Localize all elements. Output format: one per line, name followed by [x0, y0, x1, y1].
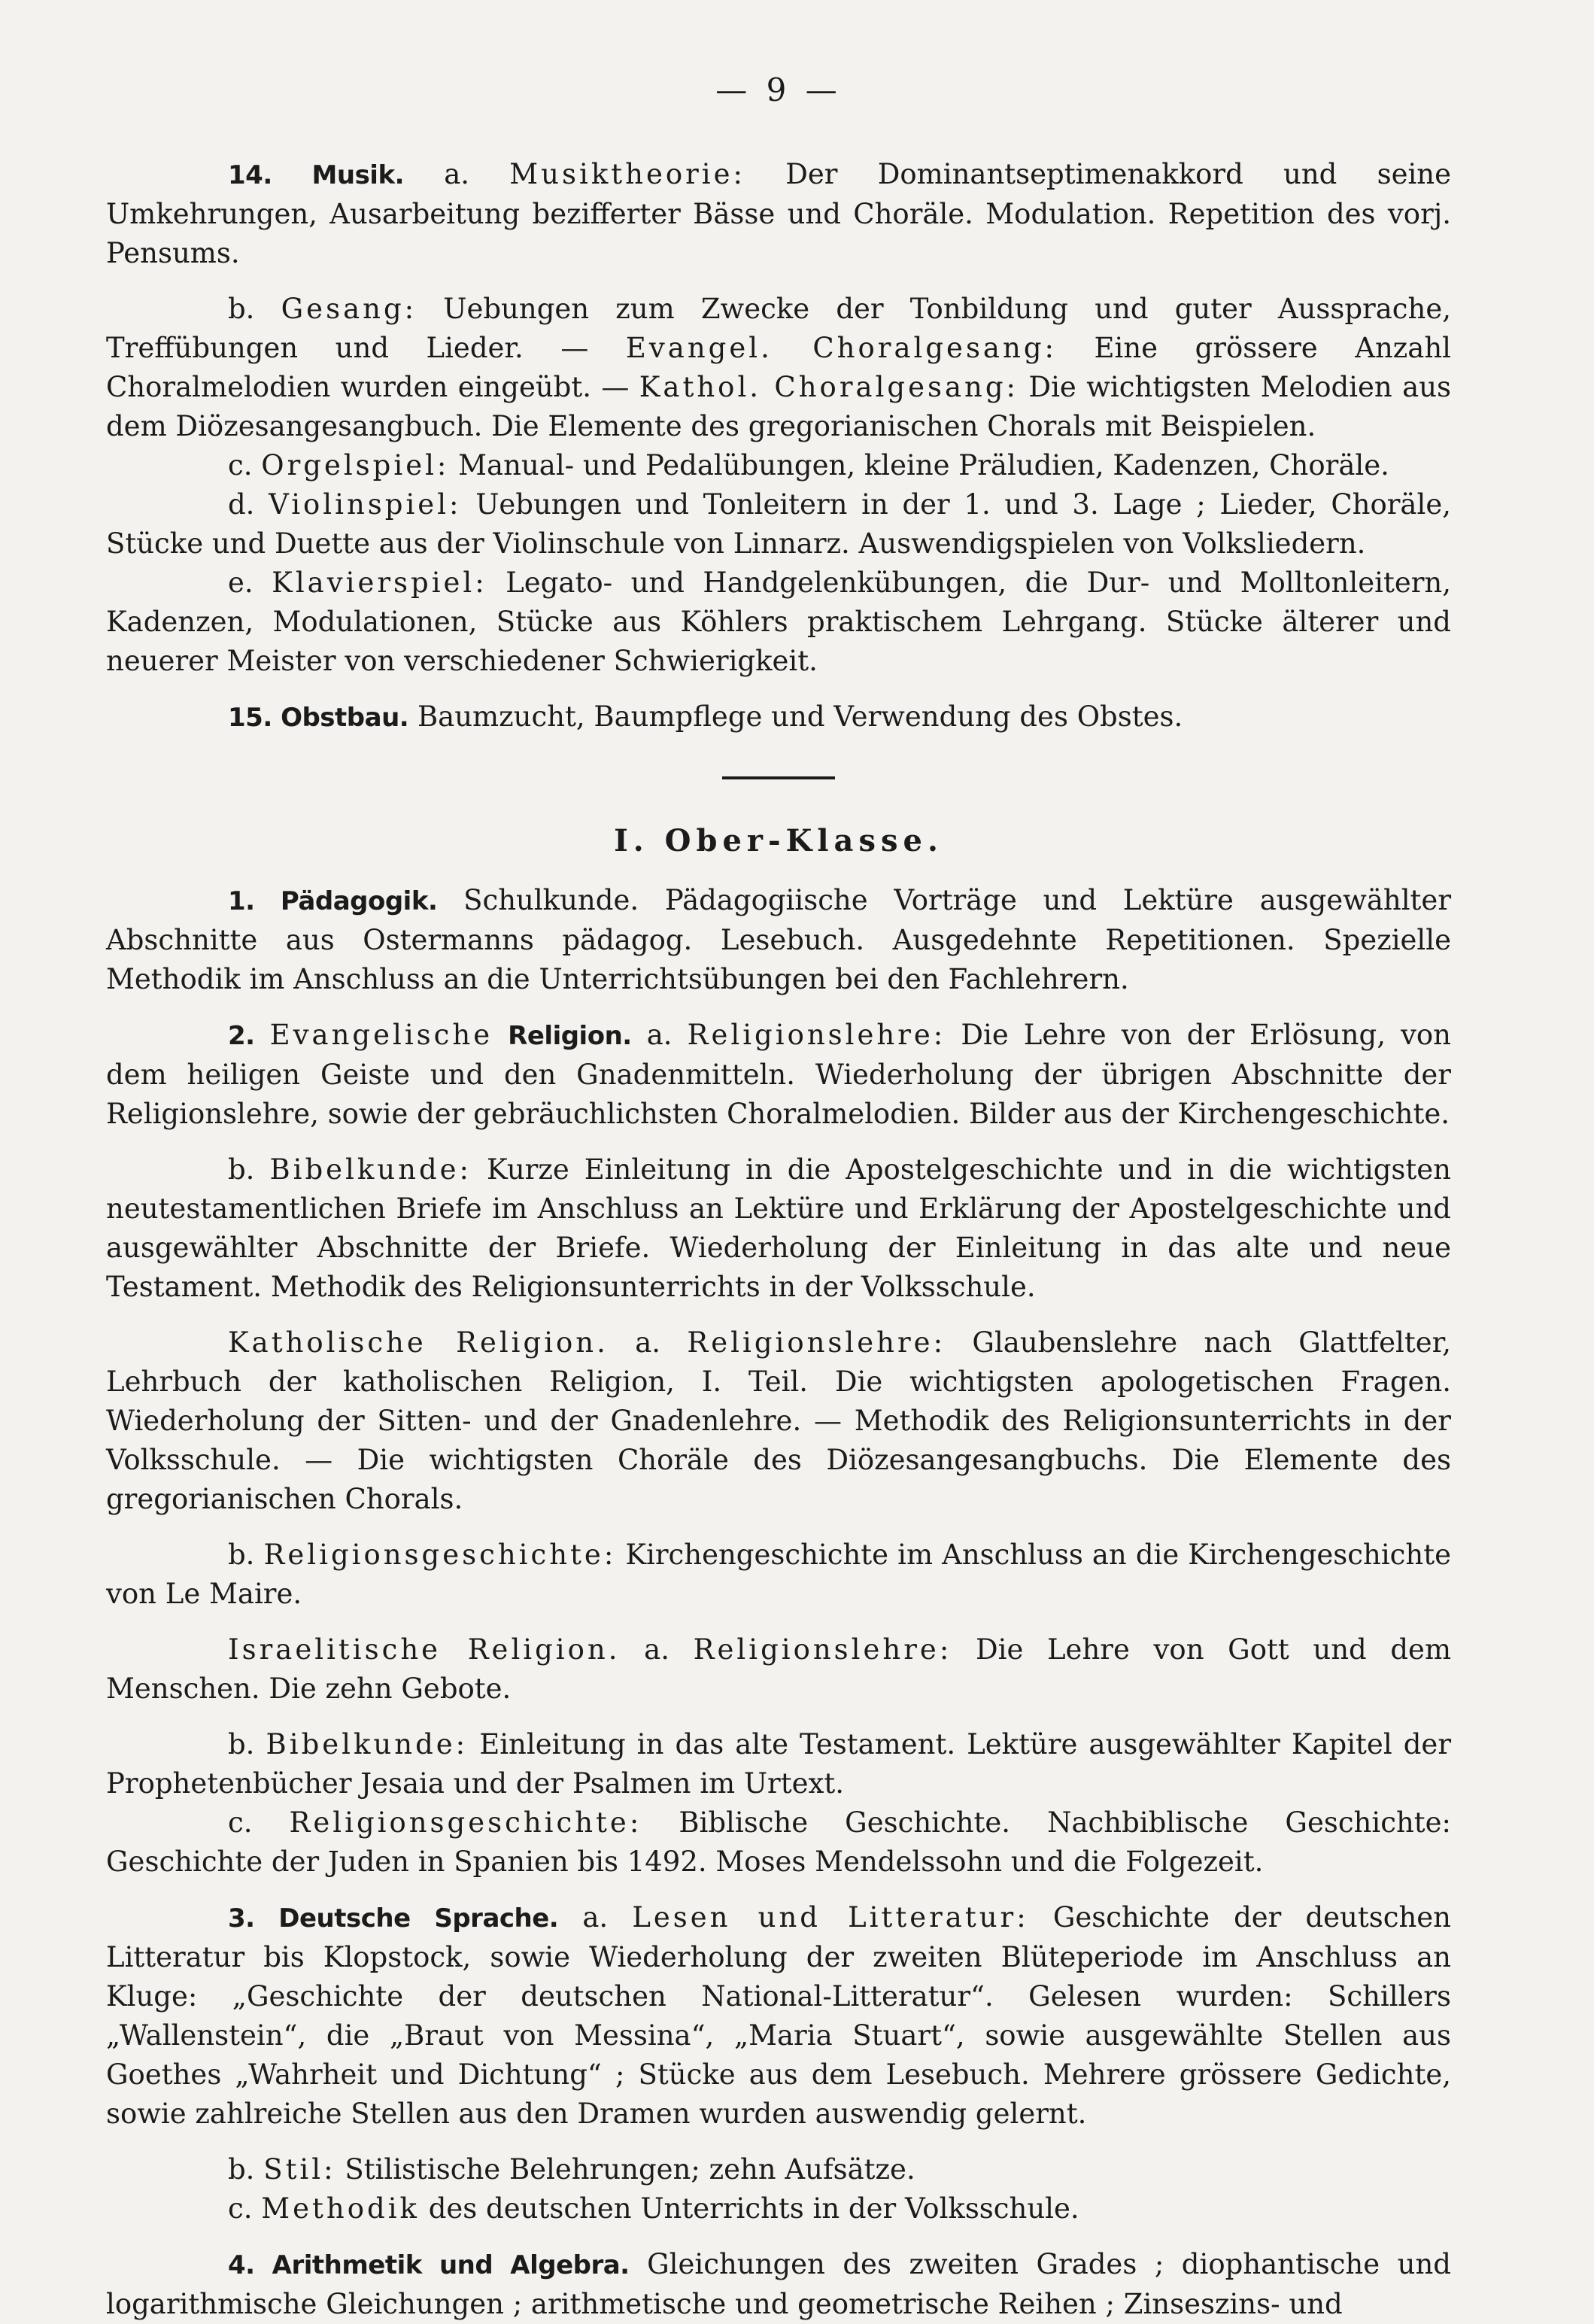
- israelitische-religion-a-paragraph: Israelitische Religion. a. Religionslehre: Die Lehre von Gott und dem Menschen. Die zehn Gebote.: [106, 1633, 1452, 1705]
- musik-a-paragraph: 14. Musik. a. Musiktheorie: Der Dominantseptimenakkord und seine Umkehrungen, Ausarbeitung bezifferter Bässe und Choräle. Modulation. Repetition des vorj. Pensums.: [106, 158, 1452, 269]
- arithmetik-heading: 4. Arithmetik und Algebra.: [228, 2250, 630, 2280]
- evangelische-religion-a-paragraph: 2. Evangelische Religion. a. Religionslehre: Die Lehre von der Erlösung, von dem heiligen Geiste und den Gnadenmitteln. Wiederholung der übrigen Abschnitte der Religionslehre, sowie der gebräuchlichsten Choralmelodien. Bilder aus der Kirchengeschichte.: [106, 1019, 1451, 1130]
- paedagogik-heading: 1. Pädagogik.: [228, 886, 438, 916]
- israelitische-religion-heading: Israelitische Religion.: [228, 1633, 621, 1666]
- ober-klasse-title: I. Ober-Klasse.: [614, 823, 943, 858]
- evangel-choral-label: Evangel. Choralgesang:: [625, 332, 1057, 364]
- kathol-choral-label: Kathol. Choralgesang:: [639, 371, 1019, 403]
- israelitische-religion-c-paragraph: c. Religionsgeschichte: Biblische Geschichte. Nachbiblische Geschichte: Geschichte der Juden in Spanien bis 1492. Moses Mendelssohn und die Folgezeit.: [106, 1806, 1452, 1878]
- israelitische-religion-b-paragraph: b. Bibelkunde: Einleitung in das alte Testament. Lektüre ausgewählter Kapitel der Prophetenbücher Jesaia und der Psalmen im Urtext.: [106, 1728, 1452, 1800]
- deutsche-sprache-c-paragraph: c. Methodik des deutschen Unterrichts in der Volksschule.: [228, 2192, 1079, 2225]
- katholische-religion-heading: Katholische Religion.: [228, 1326, 609, 1359]
- katholische-religion-b-paragraph: b. Religionsgeschichte: Kirchengeschichte im Anschluss an die Kirchengeschichte von Le Maire.: [106, 1539, 1452, 1610]
- musiktheorie-label: Musiktheorie:: [509, 158, 746, 190]
- musik-b-paragraph: b. Gesang: Uebungen zum Zwecke der Tonbildung und guter Aussprache, Treffübungen und Lieder. — Evangel. Choralgesang: Eine grössere Anzahl Choralmelodien wurden eingeübt. — Kathol. Choralgesang: Die wichtigsten Melodien aus dem Diözesangesangbuch. Die Elemente des gregorianischen Chorals mit Beispielen.: [106, 293, 1452, 442]
- section-divider: [722, 776, 835, 779]
- orgelspiel-label: Orgelspiel:: [261, 449, 450, 482]
- obstbau-paragraph: 15. Obstbau. Baumzucht, Baumpflege und Verwendung des Obstes.: [228, 700, 1183, 733]
- violinspiel-label: Violinspiel:: [269, 488, 462, 521]
- gesang-label: Gesang:: [281, 293, 417, 325]
- musiktheorie-text: Der Dominantseptimenakkord und seine Umkehrungen, Ausarbeitung bezifferter Bässe und Choräle. Modulation. Repetition des vorj. Pensums.: [106, 158, 1452, 269]
- deutsche-sprache-b-paragraph: b. Stil: Stilistische Belehrungen; zehn Aufsätze.: [228, 2153, 915, 2186]
- evangelische-label: Evangelische: [269, 1019, 493, 1051]
- evangelische-religion-b-paragraph: b. Bibelkunde: Kurze Einleitung in die Apostelgeschichte und in die wichtigsten neutestamentlichen Briefe im Anschluss an Lektüre und Erklärung der Apostelgeschichte und ausgewählter Abschnitte der Briefe. Wiederholung der Einleitung in das alte und neue Testament. Methodik des Religionsunterrichts in der Volksschule.: [106, 1153, 1452, 1303]
- obstbau-heading: 15. Obstbau.: [228, 703, 409, 733]
- musik-heading: 14. Musik.: [228, 160, 404, 190]
- musik-e-paragraph: e. Klavierspiel: Legato- und Handgelenkübungen, die Dur- und Molltonleitern, Kadenzen, Modulationen, Stücke aus Köhlers praktischem Lehrgang. Stücke älterer und neuerer Meister von verschiedener Schwierigkeit.: [106, 567, 1451, 677]
- musik-c-paragraph: c. Orgelspiel: Manual- und Pedalübungen, kleine Präludien, Kadenzen, Choräle.: [228, 449, 1389, 482]
- paedagogik-paragraph: 1. Pädagogik. Schulkunde. Pädagogiische Vorträge und Lektüre ausgewählter Abschnitte aus Ostermanns pädagog. Lesebuch. Ausgedehnte Repetitionen. Spezielle Methodik im Anschluss an die Unterrichtsübungen bei den Fachlehrern.: [106, 884, 1451, 995]
- religion-heading: Religion.: [508, 1021, 632, 1051]
- page-number: — 9 —: [715, 71, 842, 108]
- arithmetik-paragraph: 4. Arithmetik und Algebra. Gleichungen des zweiten Grades ; diophantische und logarithmische Gleichungen ; arithmetische und geometrische Reihen ; Zinseszins- und: [106, 2248, 1451, 2320]
- deutsche-sprache-a-paragraph: 3. Deutsche Sprache. a. Lesen und Litteratur: Geschichte der deutschen Litteratur bis Klopstock, sowie Wiederholung der zweiten Blüteperiode im Anschluss an Kluge: „Geschichte der deutschen National-Litteratur“. Gelesen wurden: Schillers „Wallenstein“, die „Braut von Messina“, „Maria Stuart“, sowie ausgewählte Stellen aus Goethes „Wahrheit und Dichtung“ ; Stücke aus dem Lesebuch. Mehrere grössere Gedichte, sowie zahlreiche Stellen aus den Dramen wurden auswendig gelernt.: [106, 1901, 1452, 2130]
- deutsche-sprache-heading: 3. Deutsche Sprache.: [228, 1903, 559, 1934]
- musik-d-paragraph: d. Violinspiel: Uebungen und Tonleitern in der 1. und 3. Lage ; Lieder, Choräle, Stücke und Duette aus der Violinschule von Linnarz. Auswendigspielen von Volksliedern.: [106, 488, 1451, 560]
- klavierspiel-label: Klavierspiel:: [272, 567, 487, 599]
- katholische-religion-a-paragraph: Katholische Religion. a. Religionslehre: Glaubenslehre nach Glattfelter, Lehrbuch der katholischen Religion, I. Teil. Die wichtigsten apologetischen Fragen. Wiederholung der Sitten- und der Gnadenlehre. — Methodik des Religionsunterrichts in der Volksschule. — Die wichtigsten Choräle des Diözesangesangbuchs. Die Elemente des gregorianischen Chorals.: [106, 1326, 1452, 1515]
